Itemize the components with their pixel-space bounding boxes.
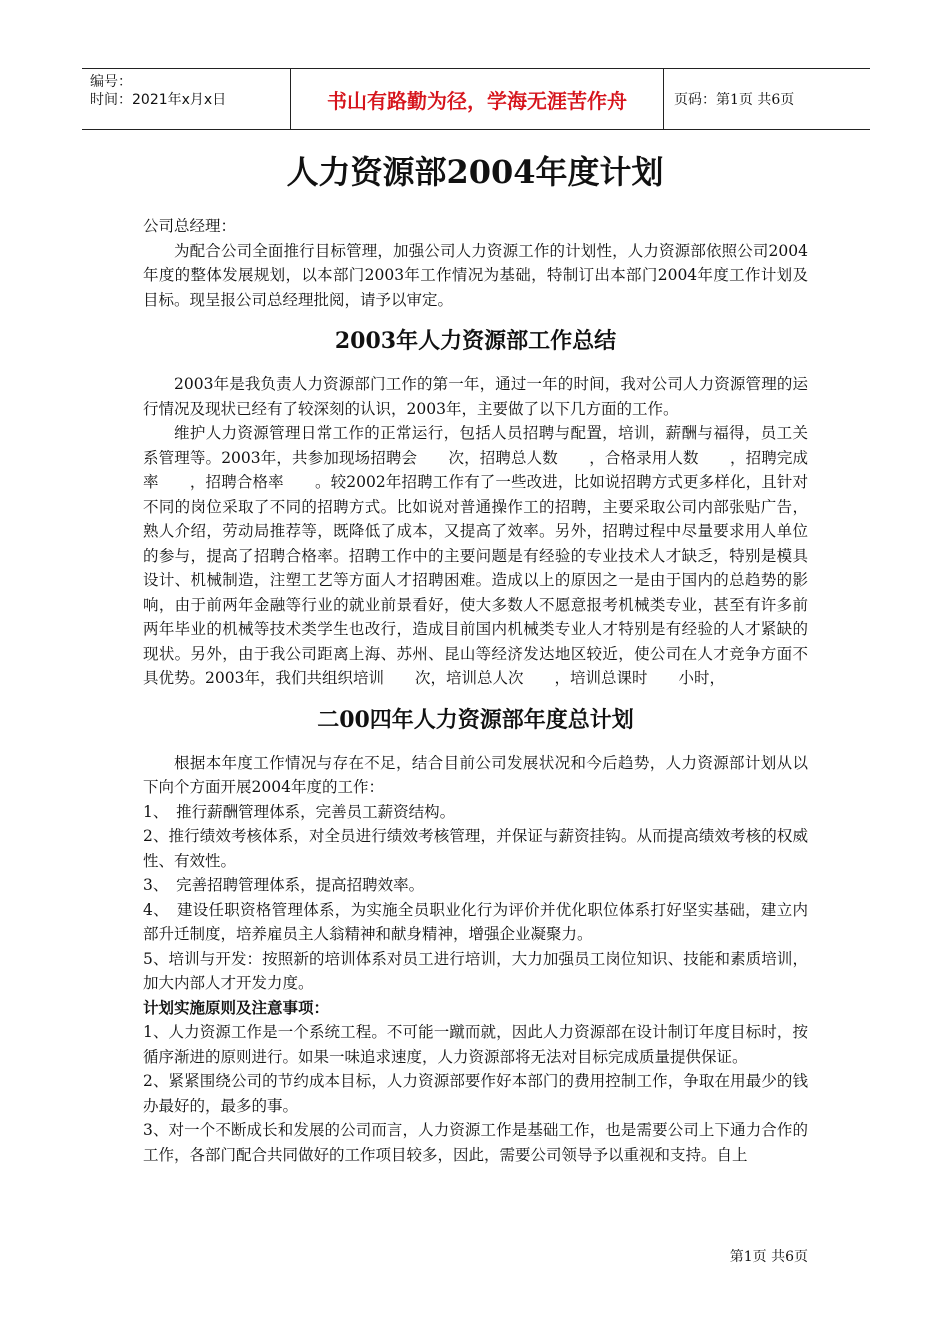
- section-title-2004-plan: 二00四年人力资源部年度总计划: [317, 706, 634, 733]
- plan-item: 5、培训与开发：按照新的培训体系对员工进行培训，大力加强员工岗位知识、技能和素质培训，加大内部人才开发力度。: [143, 949, 808, 992]
- page-footer: 第1页 共6页: [729, 1249, 808, 1265]
- summary-paragraph-1: 2003年是我负责人力资源部门工作的第一年，通过一年的时间，我对公司人力资源管理的运行情况及现状已经有了较深刻的认识，2003年，主要做了以下几方面的工作。: [143, 375, 808, 418]
- plan-item: 3、 完善招聘管理体系，提高招聘效率。: [143, 876, 425, 894]
- salutation: 公司总经理：: [143, 217, 237, 235]
- principle-item: 2、紧紧围绕公司的节约成本目标，人力资源部要作好本部门的费用控制工作，争取在用最少的钱办最好的，最多的事。: [143, 1072, 808, 1115]
- plan-item: 1、 推行薪酬管理体系，完善员工薪资结构。: [143, 802, 456, 821]
- principle-item: 1、人力资源工作是一个系统工程。不可能一蹴而就，因此人力资源部在设计制订年度目标时，按循序渐进的原则进行。如果一味追求速度，人力资源部将无法对目标完成质量提供保证。: [143, 1023, 808, 1066]
- header-page-info: 页码：第1页 共6页: [674, 92, 795, 108]
- header-motto: 书山有路勤为径，学海无涯苦作舟: [290, 69, 664, 129]
- section-title-2003-summary: 2003年人力资源部工作总结: [334, 328, 617, 354]
- number-label: 编号：: [90, 74, 132, 90]
- time-label: 时间：2021年x月x日: [90, 92, 227, 108]
- plan-item: 2、推行绩效考核体系，对全员进行绩效考核管理，并保证与薪资挂钩。从而提高绩效考核的权威性、有效性。: [143, 827, 808, 870]
- document-body: [143, 214, 808, 1167]
- document-title: 人力资源部2004年度计划: [286, 153, 664, 191]
- page-header: [82, 68, 870, 130]
- header-meta: [82, 69, 290, 129]
- summary-paragraph-2: 维护人力资源管理日常工作的正常运行，包括人员招聘与配置，培训，薪酬与福得，员工关系管理等。2003年，共参加现场招聘会 次，招聘总人数 ，合格录用人数 ，招聘完成率 ，招聘合格率 。较2002年招聘工作有了一些改进，比如说招聘方式更多样化，且针对不同的岗位采取了不同的招聘方式。比如说对普通操作工的招聘，主要采取公司内部张贴广告，熟人介绍，劳动局推荐等，既降低了成本，又提高了效率。另外，招聘过程中尽量要求用人单位的参与，提高了招聘合格率。招聘工作中的主要问题是有经验的专业技术人才缺乏，特别是模具设计、机械制造，注塑工艺等方面人才招聘困难。造成以上的原因之一是由于国内的总趋势的影响，由于前两年金融等行业的就业前景看好，使大多数人不愿意报考机械类专业，甚至有许多前两年毕业的机械等技术类学生也改行，造成目前国内机械类专业人才特别是有经验的人才紧缺的现状。另外，由于我公司距离上海、苏州、昆山等经济发达地区较近，使公司在人才竞争方面不具优势。2003年，我们共组织培训 次，培训总人次 ，培训总课时 小时，: [143, 424, 808, 687]
- principle-item: 3、对一个不断成长和发展的公司而言，人力资源工作是基础工作，也是需要公司上下通力合作的工作，各部门配合共同做好的工作项目较多，因此，需要公司领导予以重视和支持。自上: [143, 1121, 808, 1164]
- plan-intro: 根据本年度工作情况与存在不足，结合目前公司发展状况和今后趋势，人力资源部计划从以下向个方面开展2004年度的工作：: [143, 753, 808, 796]
- principles-heading: 计划实施原则及注意事项：: [143, 998, 330, 1017]
- intro-paragraph: 为配合公司全面推行目标管理，加强公司人力资源工作的计划性，人力资源部依照公司2004年度的整体发展规划，以本部门2003年工作情况为基础，特制订出本部门2004年度工作计划及目标。现呈报公司总经理批阅，请予以审定。: [143, 241, 808, 309]
- plan-item: 4、 建设任职资格管理体系，为实施全员职业化行为评价并优化职位体系打好坚实基础，建立内部升迁制度，培养雇员主人翁精神和献身精神，增强企业凝聚力。: [143, 900, 808, 943]
